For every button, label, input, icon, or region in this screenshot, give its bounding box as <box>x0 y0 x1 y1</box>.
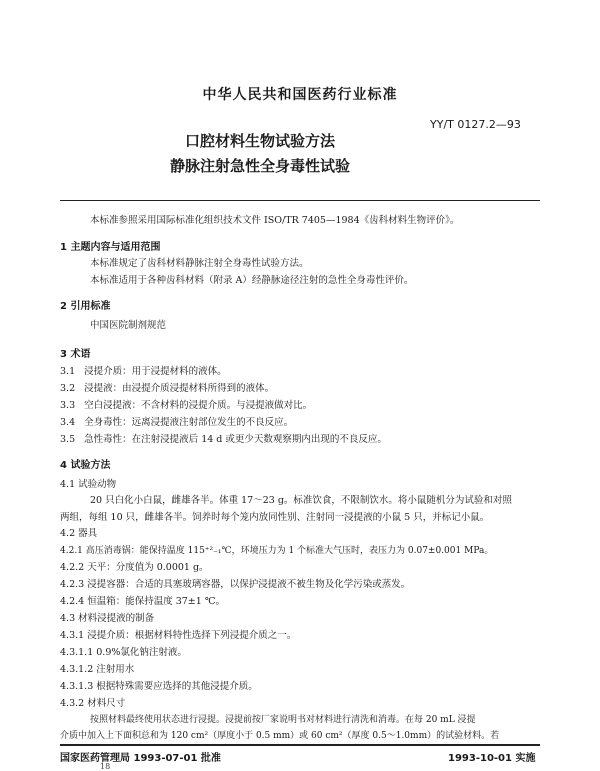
term-item <box>60 365 227 379</box>
section-4-2-title: 4.2 器具 <box>60 528 98 539</box>
standard-code: YY/T 0127.2—93 <box>430 118 521 131</box>
term-item <box>60 433 387 447</box>
section-2-heading: 2 引用标准 <box>60 301 111 312</box>
term-item <box>60 382 274 396</box>
section-3-heading: 3 术语 <box>60 349 91 360</box>
section-1-heading: 1 主题内容与适用范围 <box>60 242 161 253</box>
term-item <box>60 416 293 430</box>
title-line-2: 静脉注射急性全身毒性试验 <box>169 157 350 175</box>
section-2-paragraph-1: 中国医院制剂规范 <box>90 320 167 331</box>
term-text: 空白浸提液：不含材料的浸提介质。与浸提液做对比。 <box>84 400 313 411</box>
page-number: 18 <box>100 762 111 771</box>
section-4-2-2: 4.2.2 天平：分度值为 0.0001 g。 <box>60 562 209 573</box>
term-text: 全身毒性：远离浸提液注射部位发生的不良反应。 <box>84 417 294 428</box>
term-text: 急性毒性：在注射浸提液后 14 d 或更少天数观察期内出现的不良反应。 <box>84 434 387 445</box>
section-4-3-2-title: 4.3.2 材料尺寸 <box>60 698 126 709</box>
section-4-2-4: 4.2.4 恒温箱：能保持温度 37±1 ℃。 <box>60 596 225 607</box>
title-line-1: 口腔材料生物试验方法 <box>184 132 335 150</box>
section-4-1-title: 4.1 试验动物 <box>60 479 117 490</box>
term-item <box>60 399 312 413</box>
section-4-2-3: 4.2.3 浸提容器：合适的具塞玻璃容器，以保护浸提液不被生物及化学污染或蒸发。 <box>60 579 411 590</box>
approval-date: 国家医药管理局 1993-07-01 批准 <box>60 753 221 764</box>
term-number: 3.1 <box>60 366 76 377</box>
section-4-1-paragraph-line-2: 两组，每组 10 只，雌雄各半。饲养时每个笼内放同性别、注射同一浸提液的小鼠 5 只，并标记小鼠。 <box>60 512 490 523</box>
footer-divider <box>60 744 540 746</box>
section-1-paragraph-2: 本标准适用于各种齿科材料（附录 A）经静脉途径注射的急性全身毒性评价。 <box>90 275 414 286</box>
standard-org-title: 中华人民共和国医药行业标准 <box>202 87 398 103</box>
section-4-3-2-paragraph-line-2: 介质中加入上下面积总和为 120 cm²（厚度小于 0.5 mm）或 60 cm²（厚度 0.5～1.0mm）的试验材料。若 <box>60 731 500 741</box>
section-4-heading: 4 试验方法 <box>60 460 111 471</box>
term-number: 3.4 <box>60 417 76 428</box>
header-divider <box>60 200 540 201</box>
term-number: 3.5 <box>60 434 76 445</box>
section-4-3-title: 4.3 材料浸提液的制备 <box>60 613 155 624</box>
term-text: 浸提液：由浸提介质浸提材料所得到的液体。 <box>84 383 275 394</box>
section-4-3-1-3: 4.3.1.3 根据特殊需要应选择的其他浸提介质。 <box>60 681 258 692</box>
section-4-2-1: 4.2.1 高压消毒锅：能保持温度 115⁺²₋₁℃，环境压力为 1 个标准大气压时，表压力为 0.07±0.001 MPa。 <box>60 546 494 556</box>
section-4-3-1-2: 4.3.1.2 注射用水 <box>60 664 135 675</box>
section-4-3-1-1: 4.3.1.1 0.9%氯化钠注射液。 <box>60 647 187 658</box>
section-4-3-1: 4.3.1 浸提介质：根据材料特性选择下列浸提介质之一。 <box>60 630 297 641</box>
term-text: 浸提介质：用于浸提材料的液体。 <box>84 366 227 377</box>
implementation-date: 1993-10-01 实施 <box>448 753 536 764</box>
term-number: 3.3 <box>60 400 76 411</box>
section-1-paragraph-1: 本标准规定了齿科材料静脉注射全身毒性试验方法。 <box>90 258 309 269</box>
section-4-3-2-paragraph-line-1: 按照材料最终使用状态进行浸提。浸提前按厂家说明书对材料进行清洗和消毒。在每 20 mL 浸提 <box>90 715 476 725</box>
section-4-1-paragraph-line-1: 20 只白化小白鼠，雌雄各半。体重 17～23 g。标准饮食，不限制饮水。将小鼠随机分为试验和对照 <box>90 495 512 506</box>
intro-paragraph: 本标准参照采用国际标准化组织技术文件 ISO/TR 7405—1984《齿科材料生物评价》。 <box>90 215 460 226</box>
term-number: 3.2 <box>60 383 76 394</box>
